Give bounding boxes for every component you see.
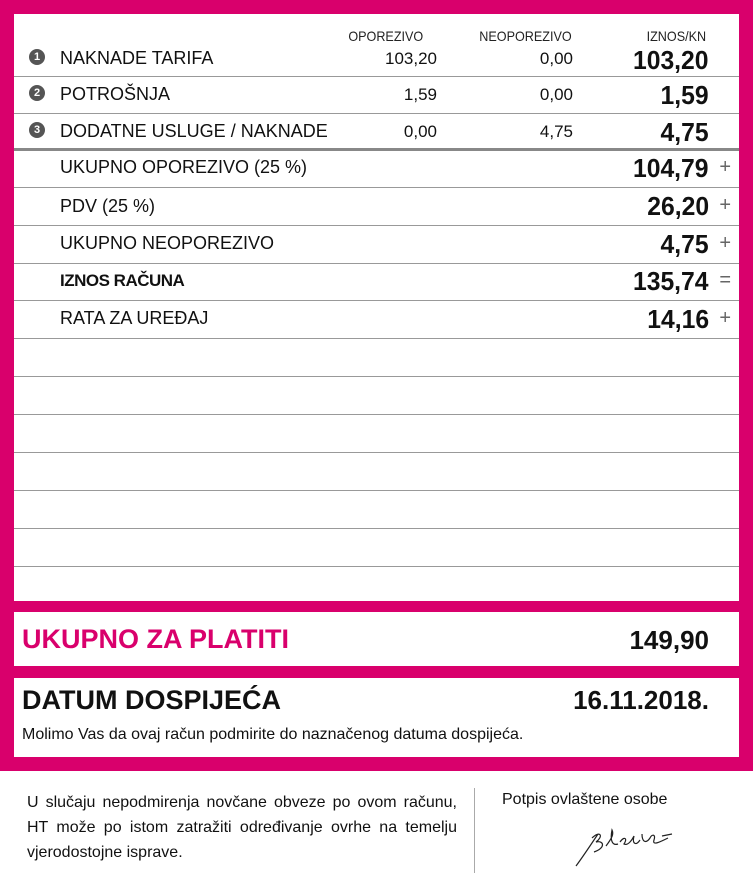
item-taxable: 0,00 (403, 122, 437, 141)
item-row (14, 46, 739, 76)
item-label: POTROŠNJA (60, 84, 171, 104)
summary-label: IZNOS RAČUNA (60, 271, 185, 290)
item-taxable: 103,20 (385, 49, 437, 68)
summary-row (14, 191, 739, 225)
footer-separator (474, 788, 475, 873)
summary-operator: + (719, 307, 731, 329)
item-amount: 1,59 (660, 80, 709, 110)
item-number-badge: 2 (29, 85, 45, 101)
summary-operator: + (719, 194, 731, 216)
item-row (14, 82, 739, 112)
row-divider (14, 452, 739, 453)
signature-label: Potpis ovlaštene osobe (502, 791, 668, 808)
total-label: UKUPNO ZA PLATITI (22, 624, 289, 654)
row-divider (14, 490, 739, 491)
due-date-label: DATUM DOSPIJEĆA (22, 685, 282, 715)
summary-row (14, 304, 739, 338)
row-divider (14, 414, 739, 415)
item-number-badge: 3 (29, 122, 45, 138)
signature-image (568, 820, 678, 870)
column-header-amount: IZNOS/KN (646, 28, 707, 44)
row-divider (14, 76, 739, 77)
row-divider (14, 338, 739, 339)
total-to-pay (14, 612, 739, 666)
summary-operator: + (719, 156, 731, 178)
due-date-note: Molimo Vas da ovaj račun podmirite do naznačenog datuma dospijeća. (22, 726, 524, 743)
row-divider (14, 187, 739, 188)
footer-notice: U slučaju nepodmirenja novčane obveze po ovom računu, HT može po istom zatražiti određivanje ovrhe na temelju vjerodostojne isprave. (27, 794, 457, 861)
column-header-nontaxable: NEOPOREZIVO (479, 28, 572, 44)
row-divider (14, 263, 739, 264)
summary-label: UKUPNO NEOPOREZIVO (60, 233, 275, 253)
item-taxable: 1,59 (403, 85, 437, 104)
item-nontaxable: 0,00 (539, 49, 573, 68)
due-date-value: 16.11.2018. (573, 685, 709, 715)
summary-amount: 26,20 (647, 191, 709, 221)
row-divider (14, 376, 739, 377)
summary-amount: 14,16 (647, 304, 709, 334)
row-divider (14, 113, 739, 114)
section-divider (14, 148, 739, 151)
total-amount: 149,90 (629, 625, 709, 655)
summary-operator: = (719, 269, 731, 291)
item-number-badge: 1 (29, 49, 45, 65)
item-amount: 4,75 (660, 117, 709, 147)
summary-row (14, 229, 739, 263)
summary-amount: 135,74 (633, 266, 709, 296)
item-nontaxable: 0,00 (539, 85, 573, 104)
row-divider (14, 566, 739, 567)
summary-amount: 104,79 (633, 153, 709, 183)
item-row (14, 119, 739, 149)
item-label: DODATNE USLUGE / NAKNADE (60, 121, 328, 141)
row-divider (14, 528, 739, 529)
row-divider (14, 300, 739, 301)
summary-row (14, 153, 739, 187)
item-amount: 103,20 (633, 45, 709, 75)
summary-amount: 4,75 (660, 229, 709, 259)
summary-label: PDV (25 %) (60, 196, 156, 216)
due-date-box (14, 678, 739, 757)
item-label: NAKNADE TARIFA (60, 48, 214, 68)
summary-operator: + (719, 232, 731, 254)
summary-row (14, 266, 739, 300)
summary-label: RATA ZA UREĐAJ (60, 308, 209, 328)
summary-label: UKUPNO OPOREZIVO (25 %) (60, 157, 308, 177)
row-divider (14, 225, 739, 226)
column-header-taxable: OPOREZIVO (348, 28, 424, 44)
item-nontaxable: 4,75 (539, 122, 573, 141)
